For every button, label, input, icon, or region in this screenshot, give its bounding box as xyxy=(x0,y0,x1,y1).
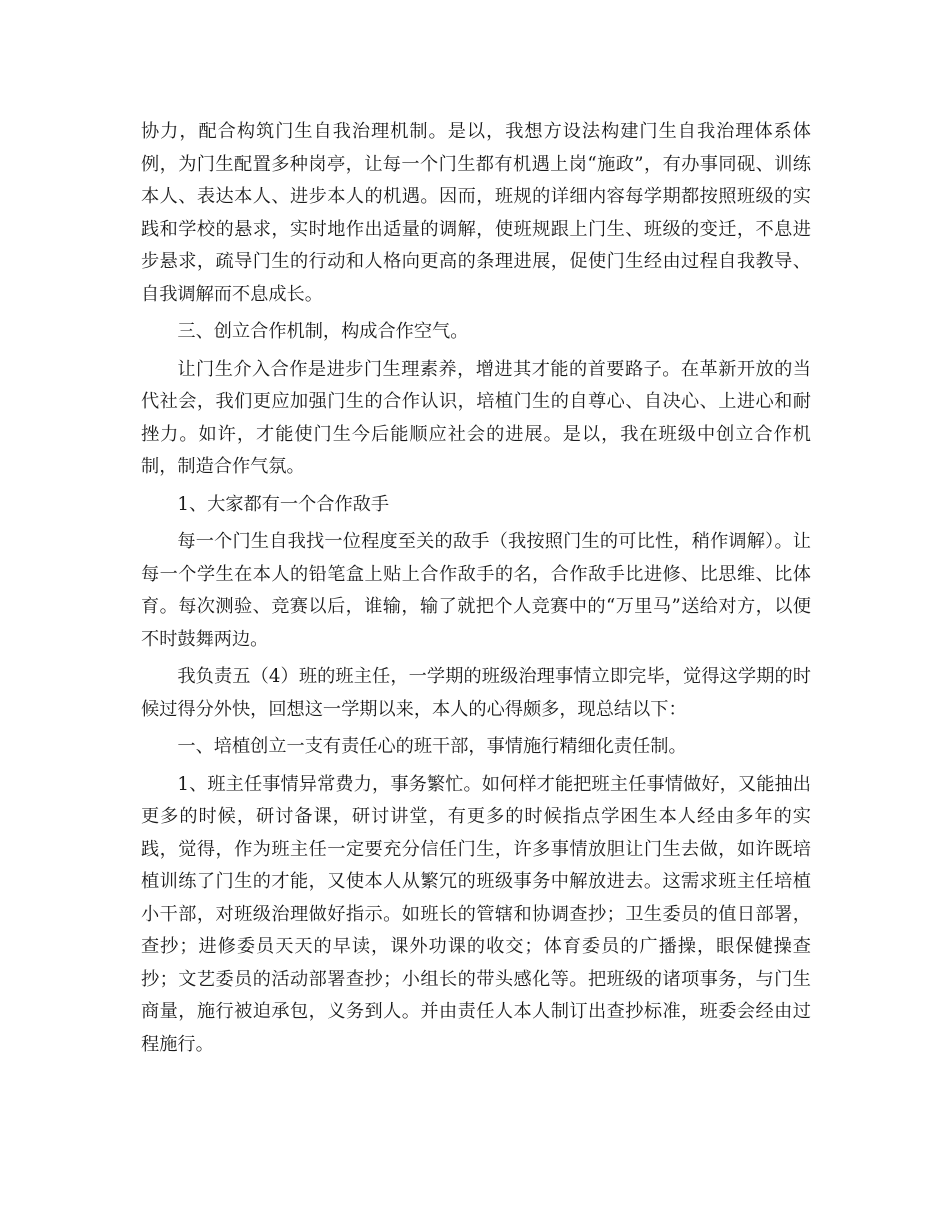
subheading-competitor: 1、大家都有一个合作敌手 xyxy=(177,493,390,515)
section-heading-class-cadre: 一、培植创立一支有责任心的班干部，事情施行精细化责任制。 xyxy=(177,736,687,757)
paragraph-continuation: 协力，配合构筑门生自我治理机制。是以，我想方设法构建门生自我治理体系体例，为门生配置多种岗亭，让每一个门生都有机遇上岗“施政”，有办事同砚、训练本人、表达本人、进步本人的机遇。因而，班规的详细内容每学期都按照班级的实践和学校的悬求，实时地作出适量的调解，使班规跟上门生、班级的变迁，不息进步悬求，疏导门生的行动和人格向更高的条理进展，促使门生经由过程自我教导、自我调解而不息成长。 xyxy=(141,121,811,305)
paragraph-competitor: 每一个门生自我找一位程度至关的敌手（我按照门生的可比性，稍作调解）。让每一个学生在本人的铅笔盒上贴上合作敌手的名，合作敌手比进修、比思维、比体育。每次测验、竞赛以后，谁输，输了就把个人竞赛中的“万里马”送给对方，以便不时鼓舞两边。 xyxy=(141,531,811,650)
paragraph-summary-intro: 我负责五（4）班的班主任，一学期的班级治理事情立即完毕，觉得这学期的时候过得分外快，回想这一学期以来，本人的心得颇多，现总结以下： xyxy=(141,666,811,720)
document-page xyxy=(141,116,811,1066)
section-heading-cooperation-mechanism: 三、创立合作机制，构成合作空气。 xyxy=(177,321,469,342)
paragraph-class-teacher-work: 1、班主任事情异常费力，事务繁忙。如何样才能把班主任事情做好，又能抽出更多的时候，研讨备课，研讨讲堂，有更多的时候指点学困生本人经由多年的实践，觉得，作为班主任一定要充分信任门生，许多事情放胆让门生去做，如许既培植训练了门生的才能，又使本人从繁冗的班级事务中解放进去。这需求班主任培植小干部，对班级治理做好指示。如班长的管辖和协调查抄；卫生委员的值日部署，查抄；进修委员天天的早读，课外功课的收交；体育委员的广播操，眼保健操查抄；文艺委员的活动部署查抄；小组长的带头感化等。把班级的诸项事务，与门生商量，施行被迫承包，义务到人。并由责任人本人制订出查抄标准，班委会经由过程施行。 xyxy=(141,773,811,1055)
paragraph-cooperation-intro: 让门生介入合作是进步门生理素养，增进其才能的首要路子。在革新开放的当代社会，我们更应加强门生的合作认识，培植门生的自尊心、自决心、上进心和耐挫力。如许，才能使门生今后能顺应社会的进展。是以，我在班级中创立合作机制，制造合作气氛。 xyxy=(141,358,811,477)
